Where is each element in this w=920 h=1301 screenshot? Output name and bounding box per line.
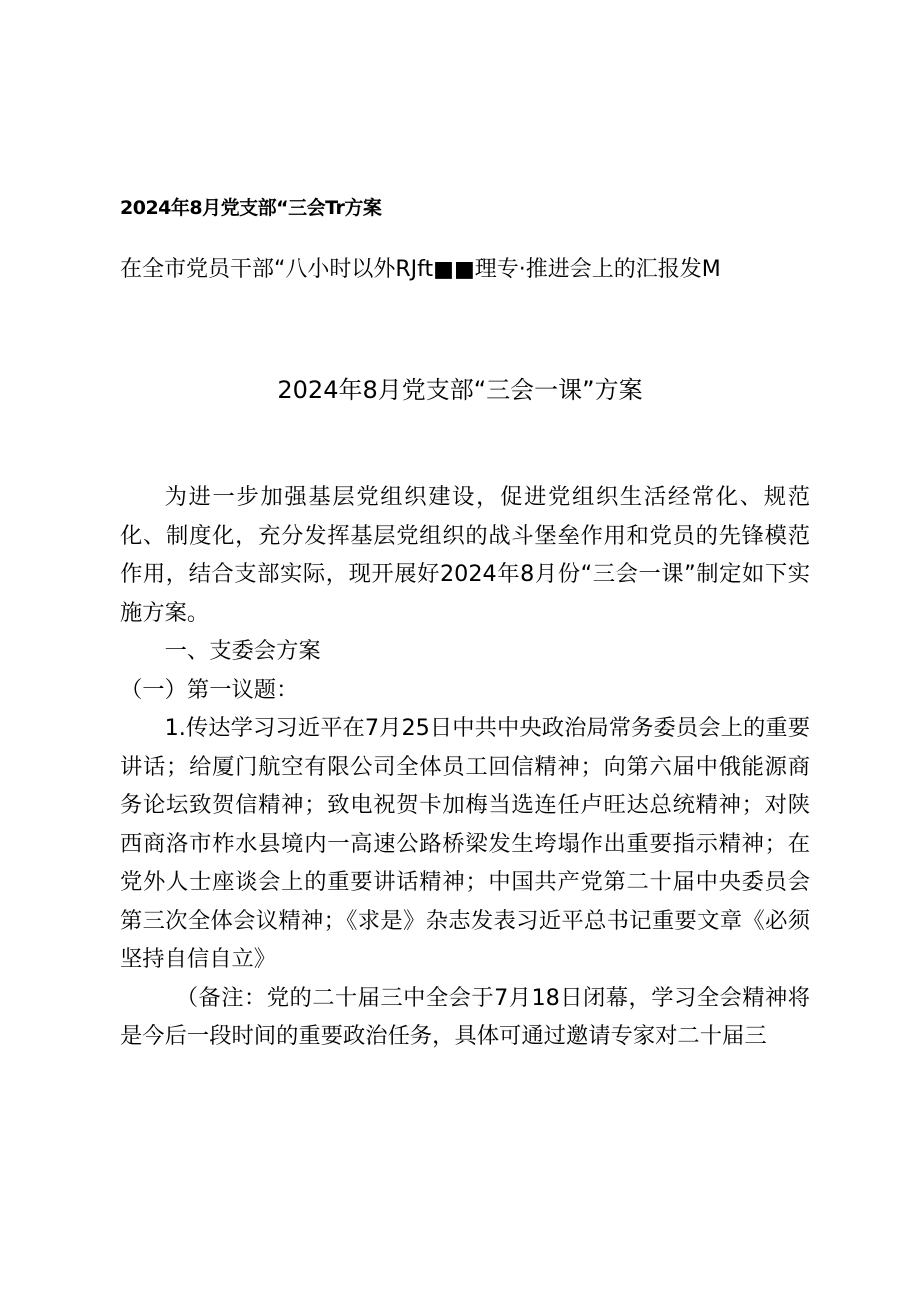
item-paragraph: 1.传达学习习近平在7月25日中共中央政治局常务委员会上的重要讲话；给厦门航空有限公司全体员工回信精神；向第六届中俄能源商务论坛致贺信精神；致电祝贺卡加梅当选连任卢旺达总统精神；对陕西商洛市柞水县境内一高速公路桥梁发生垮塌作出重要指示精神；在党外人士座谈会上的重要讲话精神；中国共产党第二十届中央委员会第三次全体会议精神；《求是》杂志发表习近平总书记重要文章《必须坚持自信自立》: [120, 715, 810, 972]
note-paragraph: （备注：党的二十届三中全会于7月18日闭幕，学习全会精神将是今后一段时间的重要政治任务，具体可通过邀请专家对二十届三: [120, 984, 810, 1049]
intro-paragraph: 为进一步加强基层党组织建设，促进党组织生活经常化、规范化、制度化，充分发挥基层党组织的战斗堡垒作用和党员的先锋模范作用，结合支部实际，现开展好2024年8月份“三会一课”制定如下实施方案。: [120, 484, 810, 626]
subsection-heading: （一）第一议题：: [120, 676, 299, 703]
header-line-1: 2024年8月党支部“三会Tr方案: [120, 197, 382, 219]
document-body: [120, 478, 810, 1056]
section-heading: 一、支委会方案: [164, 638, 321, 664]
header-line-2: 在全市党员干部“八小时以外RJft■■理专·推进会上的汇报发M: [120, 257, 721, 282]
document-title: 2024年8月党支部“三会一课”方案: [277, 376, 643, 404]
